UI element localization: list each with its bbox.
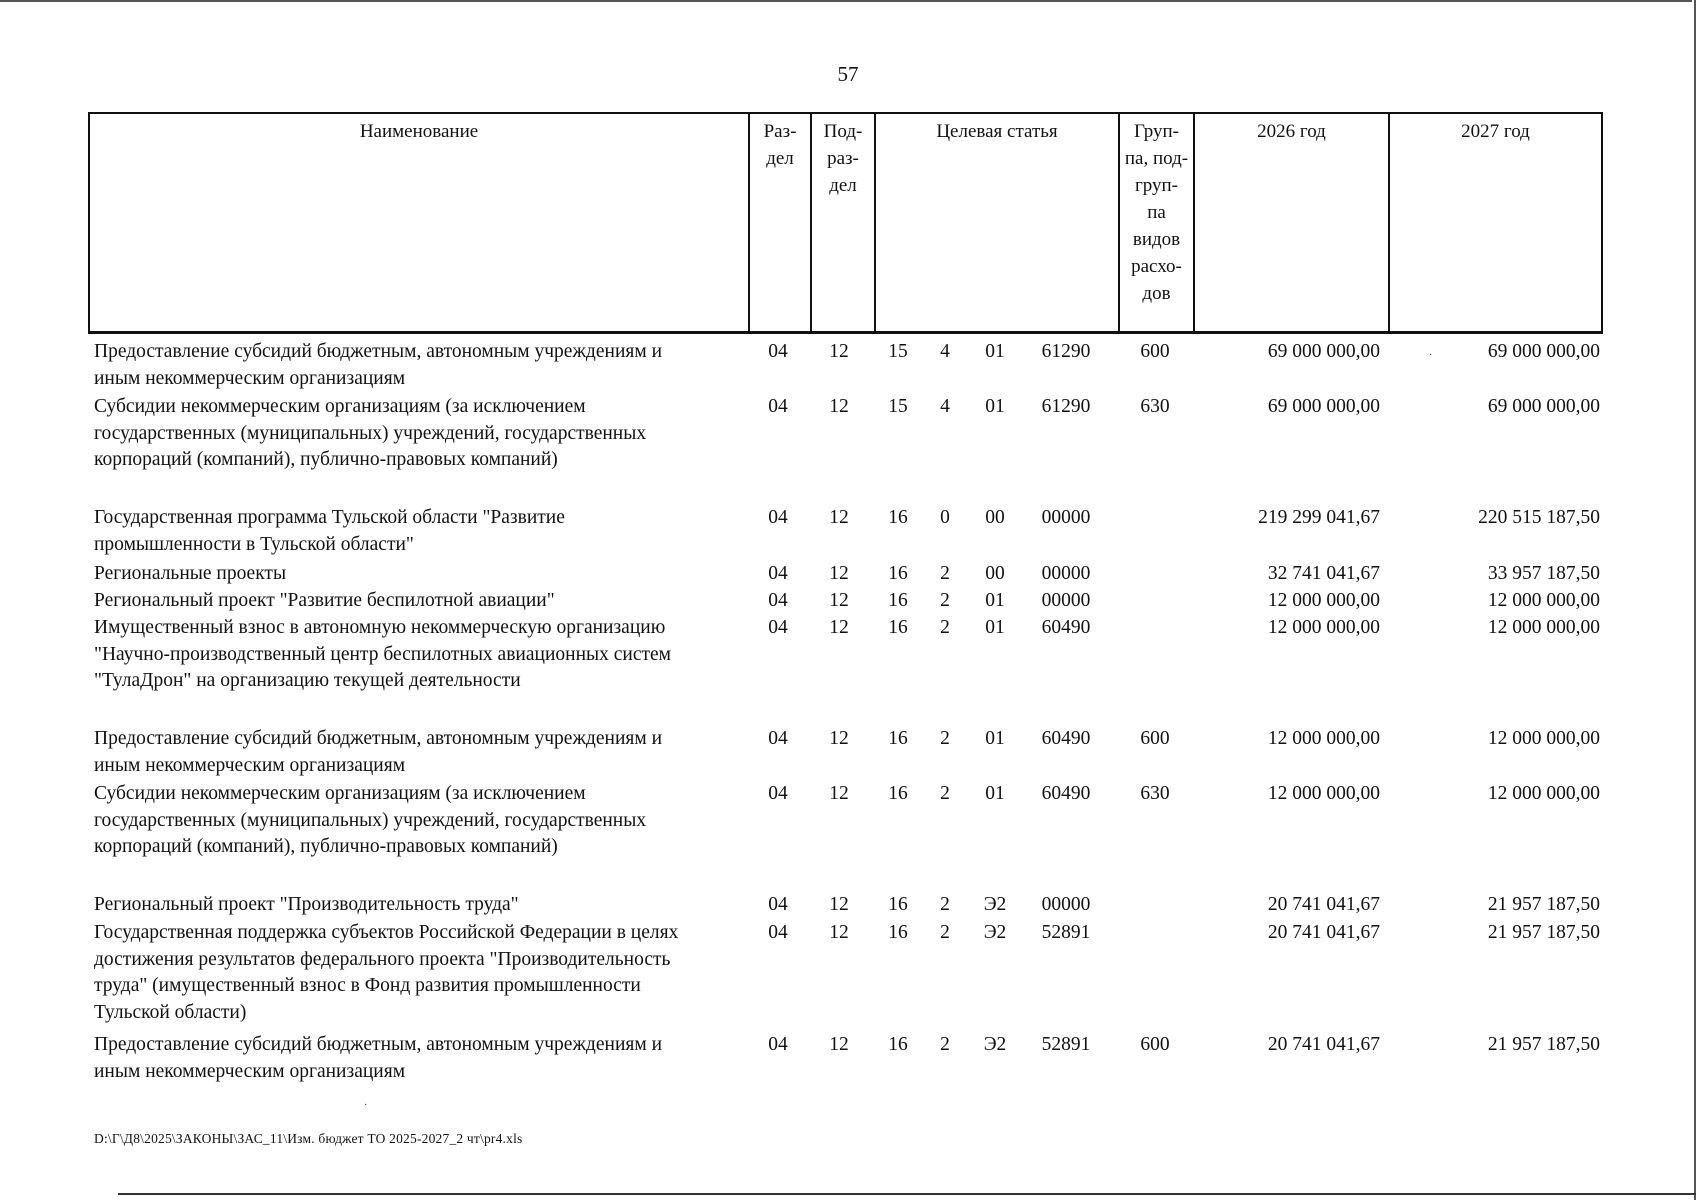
- cell-amount-2027: 12 000 000,00: [1487, 728, 1600, 749]
- cell-razdel: 04: [768, 590, 788, 611]
- cell-target-program: 16: [888, 617, 908, 638]
- cell-target-element: 01: [985, 341, 1005, 362]
- header-line: дел: [829, 175, 857, 196]
- header-line: 2027 год: [1461, 121, 1530, 142]
- cell-target-direction: 61290: [1041, 396, 1091, 417]
- cell-amount-2026: 20 741 041,67: [1267, 894, 1380, 915]
- page-frame-bottom: [118, 1193, 1696, 1195]
- cell-razdel: 04: [768, 617, 788, 638]
- cell-target-element: 01: [985, 396, 1005, 417]
- cell-podrazdel: 12: [829, 563, 849, 584]
- cell-target-element: 00: [985, 507, 1005, 528]
- header-razdel: [750, 114, 812, 331]
- cell-target-direction: 60490: [1041, 728, 1091, 749]
- scan-speck: ·: [364, 1100, 368, 1111]
- cell-amount-2026: 12 000 000,00: [1267, 617, 1380, 638]
- cell-expense-group: 630: [1140, 396, 1170, 417]
- header-group: [1120, 114, 1195, 331]
- cell-target-element: 01: [985, 783, 1005, 804]
- cell-amount-2027: 33 957 187,50: [1487, 563, 1600, 584]
- cell-target-program: 16: [888, 894, 908, 915]
- cell-name-line: Государственная программа Тульской области "Развитие: [94, 507, 565, 528]
- cell-amount-2026: 69 000 000,00: [1267, 396, 1380, 417]
- scan-speck: ·: [1429, 350, 1433, 361]
- cell-amount-2026: 12 000 000,00: [1267, 783, 1380, 804]
- header-2027: [1390, 114, 1601, 331]
- cell-target-program: 15: [888, 341, 908, 362]
- header-line: Целевая статья: [936, 121, 1058, 142]
- cell-target-program: 15: [888, 396, 908, 417]
- cell-target-program: 16: [888, 563, 908, 584]
- cell-target-subprogram: 2: [940, 728, 950, 749]
- cell-name-line: "Научно-производственный центр беспилотных авиационных систем: [94, 643, 671, 665]
- cell-target-subprogram: 2: [940, 1034, 950, 1055]
- cell-name-line: иным некоммерческим организациям: [94, 1060, 406, 1082]
- cell-amount-2027: 69 000 000,00: [1487, 396, 1600, 417]
- cell-target-element: 01: [985, 728, 1005, 749]
- cell-target-direction: 60490: [1041, 617, 1091, 638]
- cell-expense-group: 600: [1140, 728, 1170, 749]
- header-line: груп-: [1134, 175, 1179, 196]
- cell-expense-group: 600: [1140, 341, 1170, 362]
- cell-amount-2026: 12 000 000,00: [1267, 728, 1380, 749]
- cell-target-program: 16: [888, 922, 908, 943]
- cell-target-program: 16: [888, 783, 908, 804]
- cell-podrazdel: 12: [829, 617, 849, 638]
- cell-amount-2027: 12 000 000,00: [1487, 617, 1600, 638]
- cell-razdel: 04: [768, 728, 788, 749]
- cell-name: [94, 394, 754, 474]
- cell-target-direction: 00000: [1041, 507, 1091, 528]
- cell-target-direction: 52891: [1041, 1034, 1091, 1055]
- cell-name-line: Региональный проект "Производительность труда": [94, 894, 519, 915]
- cell-name-line: Предоставление субсидий бюджетным, автономным учреждениям и: [94, 341, 663, 362]
- cell-amount-2027: 12 000 000,00: [1487, 590, 1600, 611]
- cell-target-program: 16: [888, 507, 908, 528]
- cell-name-line: иным некоммерческим организациям: [94, 754, 406, 776]
- cell-target-program: 16: [888, 728, 908, 749]
- cell-razdel: 04: [768, 894, 788, 915]
- cell-amount-2027: 69 000 000,00: [1487, 341, 1600, 362]
- cell-name-line: Субсидии некоммерческим организациям (за исключением: [94, 396, 586, 417]
- cell-name: [94, 505, 754, 558]
- header-line: па, под-: [1124, 148, 1189, 169]
- cell-target-direction: 60490: [1041, 783, 1091, 804]
- cell-razdel: 04: [768, 563, 788, 584]
- header-line: 2026 год: [1257, 121, 1326, 142]
- cell-name-line: промышленности в Тульской области": [94, 533, 414, 555]
- header-line: расхо-: [1131, 256, 1182, 277]
- cell-name-line: государственных (муниципальных) учреждений, государственных: [94, 422, 647, 444]
- cell-name-line: иным некоммерческим организациям: [94, 367, 406, 389]
- page-number: 57: [837, 62, 859, 86]
- cell-name-line: Региональные проекты: [94, 563, 287, 584]
- cell-name: [94, 615, 754, 695]
- cell-razdel: 04: [768, 922, 788, 943]
- cell-name: [94, 726, 754, 779]
- cell-target-direction: 52891: [1041, 922, 1091, 943]
- header-line: Под-: [823, 121, 863, 142]
- cell-name-line: корпораций (компаний), публично-правовых компаний): [94, 449, 558, 471]
- cell-amount-2027: 12 000 000,00: [1487, 783, 1600, 804]
- cell-target-subprogram: 2: [940, 563, 950, 584]
- cell-target-direction: 00000: [1041, 894, 1091, 915]
- header-line: Наименование: [359, 121, 479, 142]
- cell-target-direction: 00000: [1041, 590, 1091, 611]
- cell-name-line: достижения результатов федерального проекта "Производительность: [94, 948, 671, 970]
- cell-name-line: Региональный проект "Развитие беспилотной авиации": [94, 590, 555, 611]
- cell-target-element: Э2: [983, 922, 1007, 943]
- cell-target-subprogram: 4: [940, 341, 950, 362]
- cell-name: [94, 920, 754, 1026]
- header-line: видов: [1132, 229, 1181, 250]
- page-frame-top: [0, 0, 1692, 2]
- cell-target-subprogram: 2: [940, 617, 950, 638]
- cell-podrazdel: 12: [829, 894, 849, 915]
- cell-amount-2026: 32 741 041,67: [1267, 563, 1380, 584]
- cell-razdel: 04: [768, 783, 788, 804]
- cell-podrazdel: 12: [829, 507, 849, 528]
- cell-target-element: 01: [985, 617, 1005, 638]
- cell-podrazdel: 12: [829, 728, 849, 749]
- cell-amount-2027: 220 515 187,50: [1478, 507, 1600, 528]
- cell-podrazdel: 12: [829, 1034, 849, 1055]
- cell-name-line: государственных (муниципальных) учреждений, государственных: [94, 809, 647, 831]
- cell-razdel: 04: [768, 507, 788, 528]
- header-line: Груп-: [1133, 121, 1180, 142]
- cell-name-line: корпораций (компаний), публично-правовых компаний): [94, 836, 558, 858]
- cell-target-element: 00: [985, 563, 1005, 584]
- cell-amount-2027: 21 957 187,50: [1487, 922, 1600, 943]
- cell-target-direction: 00000: [1041, 563, 1091, 584]
- cell-name-line: Имущественный взнос в автономную некоммерческую организацию: [94, 617, 666, 638]
- header-2026: [1195, 114, 1390, 331]
- header-line: дов: [1142, 283, 1171, 304]
- cell-name-line: Предоставление субсидий бюджетным, автономным учреждениям и: [94, 1034, 663, 1055]
- cell-amount-2026: 69 000 000,00: [1267, 341, 1380, 362]
- header-line: дел: [766, 148, 794, 169]
- cell-podrazdel: 12: [829, 396, 849, 417]
- cell-target-subprogram: 2: [940, 783, 950, 804]
- cell-amount-2027: 21 957 187,50: [1487, 894, 1600, 915]
- cell-name-line: Предоставление субсидий бюджетным, автономным учреждениям и: [94, 728, 663, 749]
- cell-amount-2027: 21 957 187,50: [1487, 1034, 1600, 1055]
- cell-expense-group: 600: [1140, 1034, 1170, 1055]
- cell-razdel: 04: [768, 1034, 788, 1055]
- cell-name-line: Субсидии некоммерческим организациям (за исключением: [94, 783, 586, 804]
- cell-name-line: Тульской области): [94, 1001, 247, 1023]
- header-line: Раз-: [763, 121, 797, 142]
- cell-target-program: 16: [888, 590, 908, 611]
- cell-target-element: Э2: [983, 1034, 1007, 1055]
- file-path: D:\Г\Д8\2025\ЗАКОНЫ\ЗАС_11\Изм. бюджет ТО 2025-2027_2 чт\pr4.xls: [94, 1131, 523, 1146]
- cell-amount-2026: 20 741 041,67: [1267, 1034, 1380, 1055]
- cell-podrazdel: 12: [829, 341, 849, 362]
- cell-name-line: Государственная поддержка субъектов Российской Федерации в целях: [94, 922, 679, 943]
- cell-target-program: 16: [888, 1034, 908, 1055]
- cell-razdel: 04: [768, 396, 788, 417]
- cell-name-line: "ТулаДрон" на организацию текущей деятельности: [94, 670, 521, 692]
- cell-name: [94, 588, 754, 615]
- header-line: раз-: [827, 148, 859, 169]
- cell-target-element: Э2: [983, 894, 1007, 915]
- cell-name: [94, 339, 754, 392]
- header-line: па: [1147, 202, 1166, 223]
- cell-name: [94, 1032, 754, 1085]
- cell-podrazdel: 12: [829, 590, 849, 611]
- cell-target-subprogram: 4: [940, 396, 950, 417]
- cell-name: [94, 561, 754, 588]
- header-name: [90, 114, 750, 331]
- cell-target-subprogram: 0: [940, 507, 950, 528]
- cell-target-direction: 61290: [1041, 341, 1091, 362]
- cell-amount-2026: 219 299 041,67: [1258, 507, 1380, 528]
- cell-name: [94, 781, 754, 861]
- cell-expense-group: 630: [1140, 783, 1170, 804]
- cell-target-element: 01: [985, 590, 1005, 611]
- cell-podrazdel: 12: [829, 922, 849, 943]
- cell-amount-2026: 20 741 041,67: [1267, 922, 1380, 943]
- cell-name: [94, 892, 754, 919]
- cell-razdel: 04: [768, 341, 788, 362]
- cell-target-subprogram: 2: [940, 922, 950, 943]
- header-podrazdel: [812, 114, 876, 331]
- table-header: [88, 112, 1603, 334]
- cell-podrazdel: 12: [829, 783, 849, 804]
- header-target: [876, 114, 1120, 331]
- cell-name-line: труда" (имущественный взнос в Фонд развития промышленности: [94, 975, 641, 997]
- cell-target-subprogram: 2: [940, 894, 950, 915]
- cell-amount-2026: 12 000 000,00: [1267, 590, 1380, 611]
- cell-target-subprogram: 2: [940, 590, 950, 611]
